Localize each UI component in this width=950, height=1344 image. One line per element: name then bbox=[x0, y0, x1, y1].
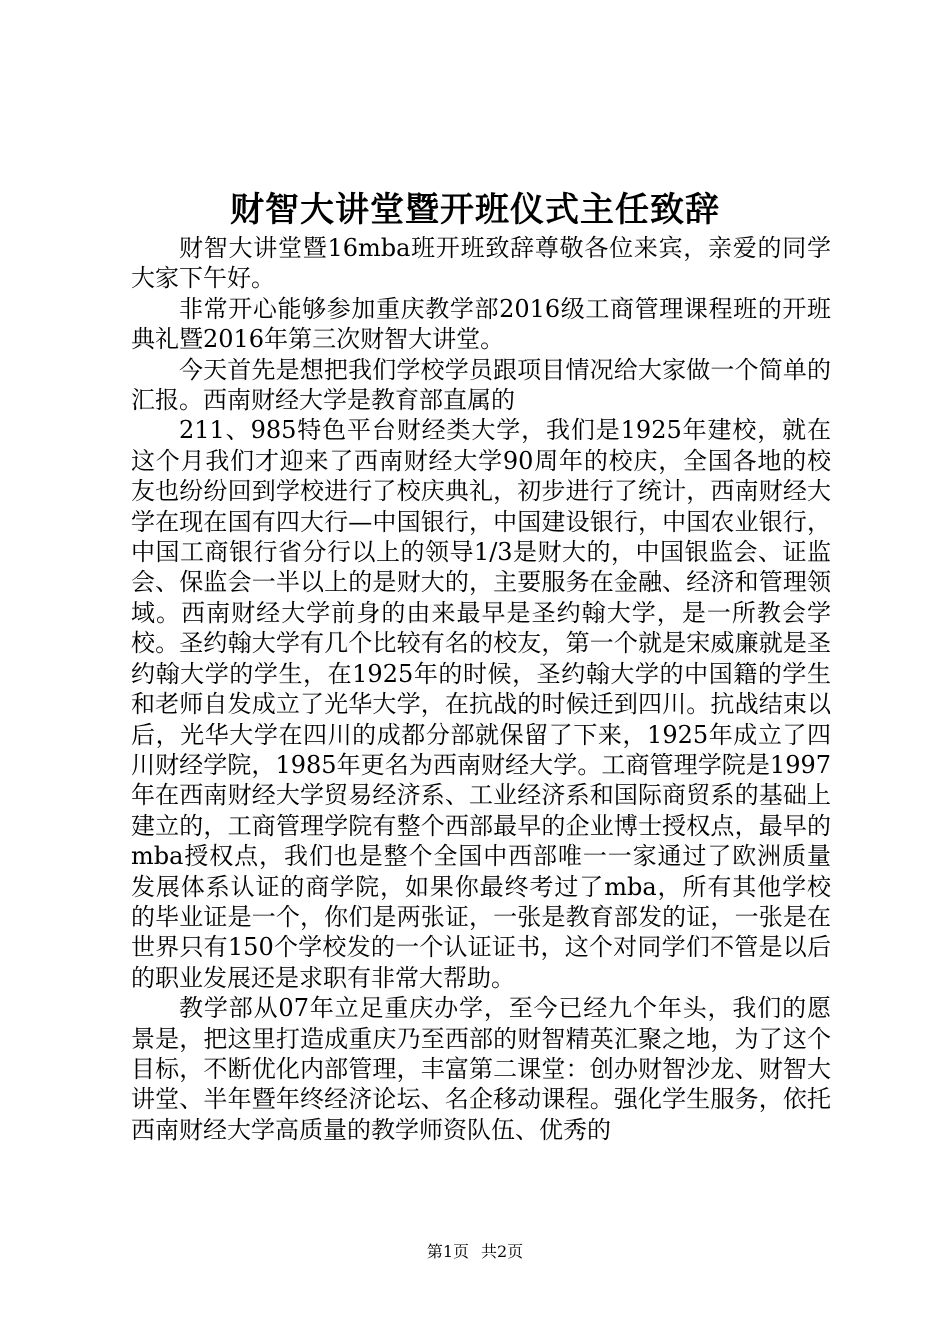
paragraph-5: 教学部从07年立足重庆办学，至今已经九个年头，我们的愿景是，把这里打造成重庆乃至西部的财智精英汇聚之地，为了这个目标，不断优化内部管理，丰富第二课堂：创办财智沙龙、财智大讲堂、半年暨年终经济论坛、名企移动课程。强化学生服务，依托西南财经大学高质量的教学师资队伍、优秀的 bbox=[131, 994, 831, 1144]
page-number-total: 共2页 bbox=[481, 1242, 524, 1261]
page-number-current: 第1页 bbox=[426, 1242, 469, 1261]
paragraph-2: 非常开心能够参加重庆教学部2016级工商管理课程班的开班典礼暨2016年第三次财智大讲堂。 bbox=[131, 294, 831, 354]
paragraph-4: 211、985特色平台财经类大学，我们是1925年建校，就在这个月我们才迎来了西南财经大学90周年的校庆，全国各地的校友也纷纷回到学校进行了校庆典礼，初步进行了统计，西南财经大学在现在国有四大行—中国银行，中国建设银行，中国农业银行，中国工商银行省分行以上的领导1/3是财大的，中国银监会、证监会、保监会一半以上的是财大的，主要服务在金融、经济和管理领域。西南财经大学前身的由来最早是圣约翰大学，是一所教会学校。圣约翰大学有几个比较有名的校友，第一个就是宋威廉就是圣约翰大学的学生，在1925年的时候，圣约翰大学的中国籍的学生和老师自发成立了光华大学，在抗战的时候迁到四川。抗战结束以后，光华大学在四川的成都分部就保留了下来，1925年成立了四川财经学院，1985年更名为西南财经大学。工商管理学院是1997年在西南财经大学贸易经济系、工业经济系和国际商贸系的基础上建立的，工商管理学院有整个西部最早的企业博士授权点，最早的mba授权点，我们也是整个全国中西部唯一一家通过了欧洲质量发展体系认证的商学院，如果你最终考过了mba，所有其他学校的毕业证是一个，你们是两张证，一张是教育部发的证，一张是在世界只有150个学校发的一个认证证书，这个对同学们不管是以后的职业发展还是求职有非常大帮助。 bbox=[131, 416, 831, 992]
paragraph-1: 财智大讲堂暨16mba班开班致辞尊敬各位来宾，亲爱的同学大家下午好。 bbox=[131, 234, 831, 293]
document-title: 财智大讲堂暨开班仪式主任致辞 bbox=[230, 190, 720, 230]
paragraph-3: 今天首先是想把我们学校学员跟项目情况给大家做一个简单的汇报。西南财经大学是教育部直属的 bbox=[131, 355, 831, 415]
page-footer bbox=[0, 1240, 950, 1264]
document-body bbox=[131, 233, 831, 1145]
